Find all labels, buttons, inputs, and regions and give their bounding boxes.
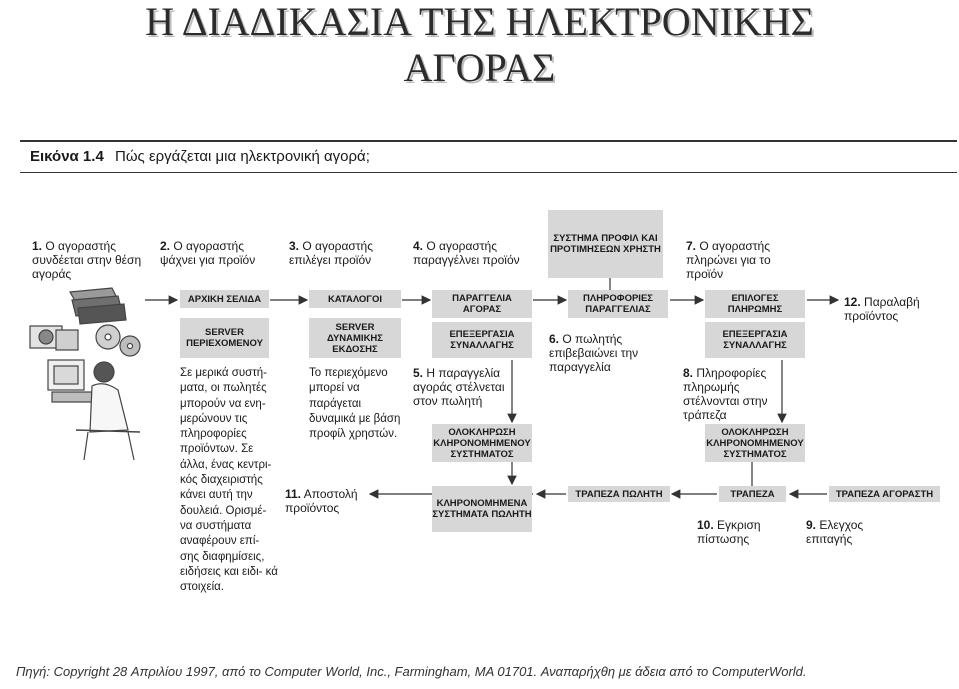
step-12-number: 12. bbox=[844, 295, 861, 309]
step-9-number: 9. bbox=[806, 518, 817, 532]
box-dynamic-server: SERVER ΔΥΝΑΜΙΚΗΣ ΕΚΔΟΣΗΣ bbox=[309, 318, 401, 358]
box-content-server: SERVER ΠΕΡΙΕΧΟΜΕΝΟΥ bbox=[180, 318, 269, 358]
box-seller-bank: ΤΡΑΠΕΖΑ ΠΩΛΗΤΗ bbox=[568, 486, 670, 502]
step-12 bbox=[844, 295, 952, 323]
step-11 bbox=[285, 487, 375, 515]
box-payment-options: ΕΠΙΛΟΓΕΣ ΠΛΗΡΩΜΗΣ bbox=[705, 290, 805, 318]
person-at-computer-icon bbox=[48, 360, 140, 460]
box-home-page: ΑΡΧΙΚΗ ΣΕΛΙΔΑ bbox=[180, 290, 269, 308]
box-transaction-processing: ΕΠΕΞΕΡΓΑΣΙΑ ΣΥΝΑΛΛΑΓΗΣ bbox=[432, 322, 532, 358]
step-8-text: Πληροφορίες πληρωμής στέλνονται στην τράπεζα bbox=[683, 366, 768, 422]
step-11-number: 11. bbox=[285, 487, 302, 501]
box-transaction-processing-2: ΕΠΕΞΕΡΓΑΣΙΑ ΣΥΝΑΛΛΑΓΗΣ bbox=[705, 322, 805, 358]
camera-icon bbox=[30, 326, 78, 350]
step-1-text: Ο αγοραστής συνδέεται στην θέση αγοράς bbox=[32, 239, 142, 281]
box-purchase-order: ΠΑΡΑΓΓΕΛΙΑ ΑΓΟΡΑΣ bbox=[432, 290, 532, 318]
step-7-number: 7. bbox=[686, 239, 697, 253]
box-bank: ΤΡΑΠΕΖΑ bbox=[719, 486, 786, 502]
step-3-text: Ο αγοραστής επιλέγει προϊόν bbox=[289, 239, 374, 267]
step-1-number: 1. bbox=[32, 239, 43, 253]
slide-title-line-2: ΑΓΟΡΑΣ bbox=[403, 45, 556, 90]
step-3-number: 3. bbox=[289, 239, 300, 253]
step-5-number: 5. bbox=[413, 366, 424, 380]
slide-title-line-1: Η ΔΙΑΔΙΚΑΣΙΑ ΤΗΣ ΗΛΕΚΤΡΟΝΙΚΗΣ bbox=[145, 0, 814, 44]
step-10-number: 10. bbox=[697, 518, 714, 532]
step-12-text: Παραλαβή προϊόντος bbox=[844, 295, 920, 323]
note-left: Σε μερικά συστή- ματα, οι πωλητές μπορούν να ενη- μερώνουν τις πληροφορίες προϊόντων. Σε άλλα, ένας κεντρι- κός διαχειριστής κάνει αυτή την δουλειά. Ορισμέ- να συστήματα αναφέρουν επί- σης διαφημίσεις, ειδήσεις και ειδι- κά στοιχεία. bbox=[180, 367, 278, 594]
step-6-number: 6. bbox=[549, 332, 560, 346]
step-5-text: Η παραγγελία αγοράς στέλνεται στον πωλητή bbox=[413, 366, 505, 408]
source-credit: Πηγή: Copyright 28 Απριλίου 1997, από το Computer World, Inc., Farmingham, MA 01701. Αναπαρήχθη με άδεια από το ComputerWorld. bbox=[16, 664, 807, 679]
step-8-number: 8. bbox=[683, 366, 694, 380]
step-7 bbox=[686, 239, 796, 281]
box-legacy-integration-1: ΟΛΟΚΛΗΡΩΣΗ ΚΛΗΡΟΝΟΜΗΜΕΝΟΥ ΣΥΣΤΗΜΑΤΟΣ bbox=[432, 424, 532, 462]
cd-disc-icon bbox=[96, 325, 140, 356]
step-4 bbox=[413, 239, 528, 267]
figure-caption: Πώς εργάζεται μια ηλεκτρονική αγορά; bbox=[115, 148, 370, 165]
step-7-text: Ο αγοραστής πληρώνει για το προϊόν bbox=[686, 239, 771, 281]
step-8 bbox=[683, 366, 793, 422]
step-5 bbox=[413, 366, 518, 408]
step-1 bbox=[32, 239, 142, 281]
figure-label: Εικόνα 1.4 bbox=[30, 148, 104, 165]
step-6 bbox=[549, 332, 679, 374]
step-10 bbox=[697, 518, 792, 546]
step-4-number: 4. bbox=[413, 239, 424, 253]
books-icon bbox=[70, 288, 126, 324]
box-profile-system: ΣΥΣΤΗΜΑ ΠΡΟΦΙΛ ΚΑΙ ΠΡΟΤΙΜΗΣΕΩΝ ΧΡΗΣΤΗ bbox=[548, 210, 663, 278]
box-catalogs: ΚΑΤΑΛΟΓΟΙ bbox=[309, 290, 401, 308]
step-9-text: Ελεγχος επιταγής bbox=[806, 518, 864, 546]
step-2-text: Ο αγοραστής ψάχνει για προϊόν bbox=[160, 239, 256, 267]
step-6-text: Ο πωλητής επιβεβαιώνει την παραγγελία bbox=[549, 332, 639, 374]
box-seller-legacy-systems: ΚΛΗΡΟΝΟΜΗΜΕΝΑ ΣΥΣΤΗΜΑΤΑ ΠΩΛΗΤΗ bbox=[432, 486, 532, 532]
step-3 bbox=[289, 239, 394, 267]
step-2 bbox=[160, 239, 265, 267]
box-legacy-integration-2: ΟΛΟΚΛΗΡΩΣΗ ΚΛΗΡΟΝΟΜΗΜΕΝΟΥ ΣΥΣΤΗΜΑΤΟΣ bbox=[705, 424, 805, 462]
box-order-info: ΠΛΗΡΟΦΟΡΙΕΣ ΠΑΡΑΓΓΕΛΙΑΣ bbox=[568, 290, 668, 318]
step-4-text: Ο αγοραστής παραγγέλνει προϊόν bbox=[413, 239, 520, 267]
step-10-text: Εγκριση πίστωσης bbox=[697, 518, 761, 546]
note-middle: Το περιεχόμενο μπορεί να παράγεται δυναμικά με βάση προφίλ χρηστών. bbox=[309, 367, 401, 441]
box-buyer-bank: ΤΡΑΠΕΖΑ ΑΓΟΡΑΣΤΗ bbox=[829, 486, 940, 502]
step-11-text: Αποστολή προϊόντος bbox=[285, 487, 358, 515]
step-9 bbox=[806, 518, 901, 546]
step-2-number: 2. bbox=[160, 239, 171, 253]
